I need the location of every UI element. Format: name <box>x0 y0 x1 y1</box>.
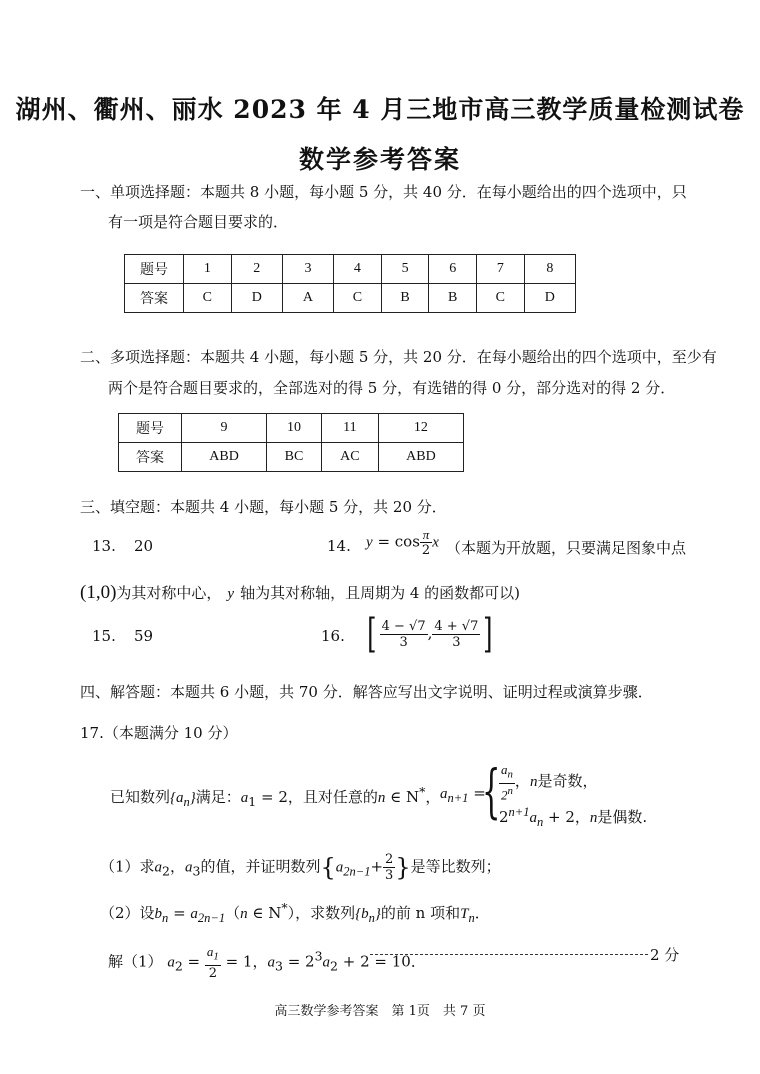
question-number-cell: 2 <box>231 255 282 284</box>
score-marker: 2 分 <box>650 946 680 964</box>
table-row-label: 答案 <box>125 284 184 313</box>
brace-icon: { <box>482 757 501 825</box>
question-number-cell: 9 <box>182 414 267 443</box>
q15-number: 15. <box>92 627 116 645</box>
answer-cell: BC <box>267 443 322 472</box>
answer-cell: C <box>477 284 525 313</box>
answer-cell: AC <box>321 443 378 472</box>
q17-title: 17.（本题满分 10 分） <box>80 724 238 742</box>
answer-cell: D <box>231 284 282 313</box>
question-number-cell: 5 <box>381 255 429 284</box>
score-dashes <box>370 954 648 955</box>
q17-part1: （1）求$a_2$，$a_3$的值，并证明数列{$a_{2n-1}+$ $\frac{2}{3}$ }是等比数列； <box>100 852 501 883</box>
section3-heading: 三、填空题：本题共 4 小题，每小题 5 分，共 20 分． <box>80 498 447 516</box>
q13-answer: 20 <box>134 537 154 555</box>
page-subtitle: 数学参考答案 <box>298 145 461 174</box>
answer-cell: C <box>334 284 382 313</box>
q17-statement: 已知数列$\{a_n\}$满足：$a_1 = 2$，且对任意的n ∈ N*， <box>110 784 441 809</box>
table-row-label: 题号 <box>125 255 184 284</box>
recurrence-case-odd: $\frac{a_n}{2^n}$ ，n是奇数， <box>501 762 598 802</box>
answer-cell: A <box>282 284 333 313</box>
question-number-cell: 11 <box>321 414 378 443</box>
y-variable: y <box>227 586 235 602</box>
section2-heading: 二、多项选择题：本题共 4 小题，每小题 5 分，共 20 分．在每小题给出的四个选项中，至少有 <box>80 348 717 366</box>
question-number-cell: 8 <box>524 255 575 284</box>
q16-number: 16. <box>321 627 345 645</box>
page-title: 湖州、衢州、丽水 2023 年 4 月三地市高三教学质量检测试卷 <box>15 95 745 124</box>
section1-heading-cont: 有一项是符合题目要求的． <box>108 213 289 231</box>
question-number-cell: 1 <box>184 255 232 284</box>
table-row-label: 题号 <box>119 414 182 443</box>
question-number-cell: 7 <box>477 255 525 284</box>
question-number-cell: 4 <box>334 255 382 284</box>
table-row-answers <box>125 284 576 313</box>
recurrence-case-even: $2^{n+1}a_n + 2$，n是偶数. <box>499 805 648 829</box>
page-footer: 高三数学参考答案 第 1页 共 7 页 <box>274 1004 486 1019</box>
question-number-cell: 6 <box>429 255 477 284</box>
section1-heading: 一、单项选择题：本题共 8 小题，每小题 5 分，共 40 分．在每小题给出的四个选项中，只 <box>80 183 687 201</box>
q14-note-cont: (1,0)为其对称中心， y 轴为其对称轴，且周期为 4 的函数都可以) <box>80 582 521 603</box>
recurrence-lhs: $a_{n+1}$ = <box>440 784 486 805</box>
answer-cell: ABD <box>182 443 267 472</box>
section2-heading-cont: 两个是符合题目要求的，全部选对的得 5 分，有选错的得 0 分，部分选对的得 2 分． <box>108 379 676 397</box>
q16-interval: [ $\frac{4 - √7}{3}$ , $\frac{4 + √7}{3}$ ] <box>367 611 493 657</box>
q17-part2: （2）设$b_n = a_{2n-1}(n$ ∈ N*），求数列$\{b_n\}$的前 n 项和$T_n$． <box>100 900 490 925</box>
multi-choice-answer-table <box>118 413 464 472</box>
q13-number: 13. <box>92 537 116 555</box>
answer-cell: B <box>381 284 429 313</box>
q14-note: （本题为开放题，只要满足图象中点 <box>446 539 687 557</box>
q14-number: 14. <box>327 537 351 555</box>
table-row-answers <box>119 443 464 472</box>
q14-formula: y = cos $\frac{\pi}{2}$ x <box>366 527 439 558</box>
point-1-0: (1,0) <box>80 582 117 603</box>
question-number-cell: 12 <box>378 414 463 443</box>
section4-heading: 四、解答题：本题共 6 小题，共 70 分．解答应写出文字说明、证明过程或演算步骤． <box>80 683 653 701</box>
single-choice-answer-table <box>124 254 576 313</box>
answer-cell: B <box>429 284 477 313</box>
answer-cell: D <box>524 284 575 313</box>
q17-solution: 解（1） $a_2$ = $\frac{a_1}{2}$ = 1，$a_3 = 2^3a_2 + 2 = 10$． <box>108 944 426 981</box>
table-row-label: 答案 <box>119 443 182 472</box>
pi-over-2-fraction: $\frac{\pi}{2}$ <box>421 527 431 558</box>
question-number-cell: 3 <box>282 255 333 284</box>
q15-answer: 59 <box>134 627 154 645</box>
table-row-questions <box>119 414 464 443</box>
table-row-questions <box>125 255 576 284</box>
answer-cell: C <box>184 284 232 313</box>
question-number-cell: 10 <box>267 414 322 443</box>
answer-cell: ABD <box>378 443 463 472</box>
